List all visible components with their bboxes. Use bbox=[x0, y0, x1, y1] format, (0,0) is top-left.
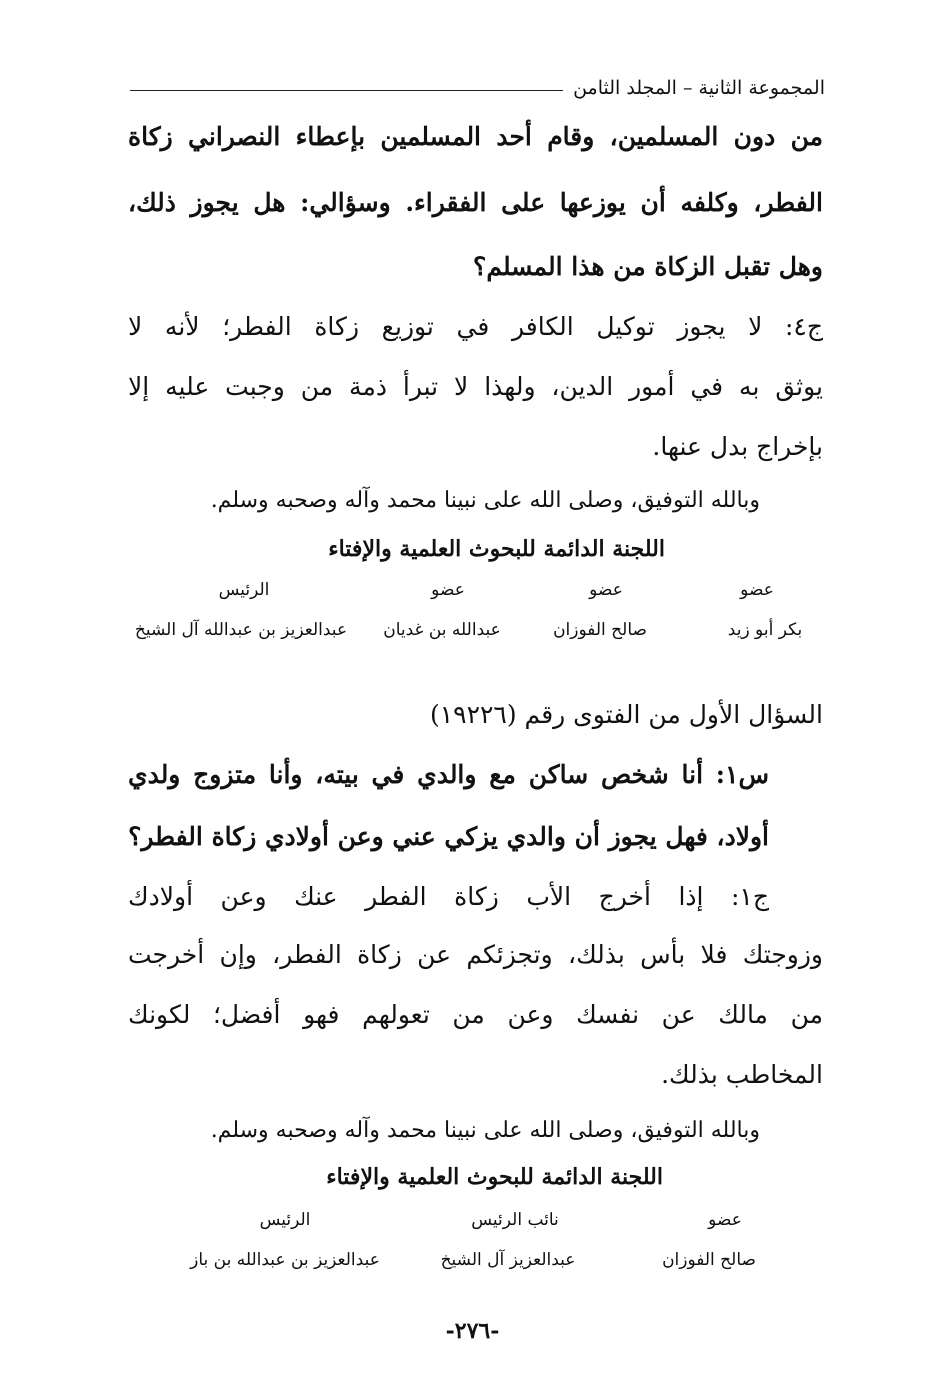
question-line: س١: أنا شخص ساكن مع والدي في بيته، وأنا متزوج ولدي bbox=[128, 760, 769, 789]
signatory-name: صالح الفوزان bbox=[662, 1250, 756, 1270]
header-rule bbox=[130, 90, 563, 91]
signatory-role: عضو bbox=[708, 1210, 742, 1230]
signatory-role: عضو bbox=[589, 580, 623, 600]
signatory-name: بكر أبو زيد bbox=[727, 620, 803, 640]
fatwa-heading: السؤال الأول من الفتوى رقم (١٩٢٢٦) bbox=[429, 700, 823, 729]
signatory-name: عبدالعزيز آل الشيخ bbox=[440, 1250, 576, 1270]
answer-line: ج١: إذا أخرج الأب زكاة الفطر عنك وعن أولادك bbox=[128, 882, 769, 911]
signatory-name: صالح الفوزان bbox=[553, 620, 647, 640]
committee-name: اللجنة الدائمة للبحوث العلمية والإفتاء bbox=[328, 536, 665, 562]
running-header bbox=[130, 68, 825, 108]
signature-names-row bbox=[0, 1250, 945, 1280]
signatory-role: نائب الرئيس bbox=[471, 1210, 559, 1230]
signatory-role: الرئيس bbox=[218, 580, 270, 600]
signature-roles-row bbox=[0, 1210, 945, 1240]
running-title: المجموعة الثانية – المجلد الثامن bbox=[573, 77, 825, 99]
question-line: من دون المسلمين، وقام أحد المسلمين بإعطاء النصراني زكاة bbox=[128, 122, 823, 151]
answer-line: من مالك عن نفسك وعن من تعولهم فهو أفضل؛ لكونك bbox=[128, 1000, 823, 1029]
committee-name: اللجنة الدائمة للبحوث العلمية والإفتاء bbox=[326, 1164, 663, 1190]
answer-line: وزوجتك فلا بأس بذلك، وتجزئكم عن زكاة الفطر، وإن أخرجت bbox=[128, 940, 823, 969]
signatory-name: عبدالعزيز بن عبدالله بن باز bbox=[190, 1250, 380, 1270]
signatory-role: عضو bbox=[740, 580, 774, 600]
signatory-role: الرئيس bbox=[259, 1210, 311, 1230]
answer-line: المخاطب بذلك. bbox=[661, 1060, 823, 1089]
page-number: -٢٧٦- bbox=[445, 1318, 500, 1344]
question-line: أولاد، فهل يجوز أن والدي يزكي عني وعن أولادي زكاة الفطر؟ bbox=[128, 822, 769, 851]
signatory-name: عبدالعزيز بن عبدالله آل الشيخ bbox=[134, 620, 348, 640]
answer-line: بإخراج بدل عنها. bbox=[652, 432, 823, 461]
signature-roles-row bbox=[0, 580, 945, 610]
signatory-name: عبدالله بن غديان bbox=[383, 620, 501, 640]
answer-line: يوثق به في أمور الدين، ولهذا لا تبرأ ذمة من وجبت عليه إلا bbox=[128, 372, 823, 401]
closing-formula: وبالله التوفيق، وصلى الله على نبينا محمد وآله وصحبه وسلم. bbox=[210, 1118, 760, 1143]
question-line: الفطر، وكلفه أن يوزعها على الفقراء. وسؤالي: هل يجوز ذلك، bbox=[128, 188, 823, 217]
answer-line: ج٤: لا يجوز توكيل الكافر في توزيع زكاة الفطر؛ لأنه لا bbox=[128, 312, 823, 341]
closing-formula: وبالله التوفيق، وصلى الله على نبينا محمد وآله وصحبه وسلم. bbox=[210, 488, 760, 513]
signatory-role: عضو bbox=[431, 580, 465, 600]
signature-names-row bbox=[0, 620, 945, 650]
question-line: وهل تقبل الزكاة من هذا المسلم؟ bbox=[473, 252, 823, 281]
